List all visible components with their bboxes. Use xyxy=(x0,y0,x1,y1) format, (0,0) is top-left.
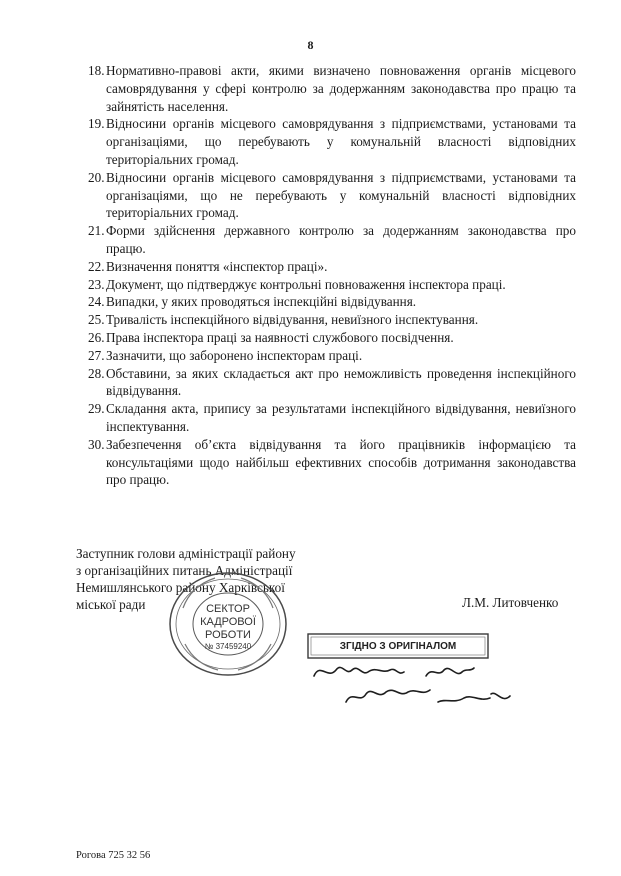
stamp-code: № 37459240 xyxy=(204,642,252,651)
list-item-text: Права інспектора праці за наявності службового посвідчення. xyxy=(106,329,454,345)
signatory-name: Л.М. Литовченко xyxy=(462,595,559,610)
list-item xyxy=(88,169,576,222)
signatory-position-line: Немишлянського району Харківської xyxy=(76,580,285,595)
list-item xyxy=(88,62,576,115)
list-item xyxy=(88,365,576,401)
list-item-text: Документ, що підтверджує контрольні повноваження інспектора праці. xyxy=(106,276,506,292)
footer-phone: Рогова 725 32 56 xyxy=(76,850,151,861)
stamp-text: СЕКТОР xyxy=(206,603,250,615)
signatory-position-line: Заступник голови адміністрації району xyxy=(76,546,296,561)
list-item-number: 19. xyxy=(88,116,105,132)
signatory-position-line: міської ради xyxy=(76,597,146,612)
list-item-number: 25. xyxy=(88,312,105,328)
list-item xyxy=(88,400,576,436)
official-round-stamp xyxy=(163,568,293,680)
list-item-number: 22. xyxy=(88,258,105,274)
certified-copy-text: ЗГІДНО З ОРИГІНАЛОМ xyxy=(339,641,457,652)
list-item-number: 24. xyxy=(88,294,105,310)
list-item-text: Відносини органів місцевого самоврядування з підприємствами, установами та організаціями, що не перебувають у комунальній власності відповідних територіальних громад. xyxy=(106,169,576,221)
list-item-number: 29. xyxy=(88,401,105,417)
list-item xyxy=(88,276,576,294)
list-item-text: Нормативно-правові акти, якими визначено повноваження органів місцевого самоврядування у сфері контролю за додержанням законодавства про працю та зайнятість населення. xyxy=(106,63,576,114)
list-item-number: 28. xyxy=(88,365,105,381)
list-item-text: Складання акта, припису за результатами інспекційного відвідування, невиїзного інспектування. xyxy=(106,401,576,434)
list-item-text: Обставини, за яких складається акт про неможливість проведення інспекційного відвідування. xyxy=(106,365,576,399)
list-item xyxy=(88,258,576,276)
list-item-number: 21. xyxy=(88,223,105,239)
handwritten-signature xyxy=(314,667,510,702)
list-item-text: Тривалість інспекційного відвідування, невиїзного інспектування. xyxy=(106,312,479,328)
list-item-number: 23. xyxy=(88,276,105,292)
list-item-text: Визначення поняття «інспектор праці». xyxy=(106,258,328,274)
list-item-text: Забезпечення об’єкта відвідування та його працівників інформацією та консультаціями щодо найбільш ефективних способів дотримання законодавства про працю. xyxy=(106,436,576,488)
list-item xyxy=(88,222,576,258)
signatory-position-line: з організаційних питань Адміністрації xyxy=(76,563,293,578)
list-item xyxy=(88,329,576,347)
list-item-text: Відносини органів місцевого самоврядування з підприємствами, установами та організаціями, що перебувають у комунальній власності відповідних територіальних громад. xyxy=(106,116,576,167)
list-item-text: Випадки, у яких проводяться інспекційні відвідування. xyxy=(106,294,417,310)
list-item-number: 26. xyxy=(88,329,105,345)
list-item xyxy=(88,115,576,168)
list-item-number: 20. xyxy=(88,169,105,185)
list-item-text: Форми здійснення державного контролю за додержанням законодавства про працю. xyxy=(106,223,576,256)
list-item-number: 18. xyxy=(88,63,105,78)
list-item xyxy=(88,436,576,489)
certified-copy-stamp xyxy=(306,632,516,718)
list-item xyxy=(88,347,576,365)
list-item-number: 27. xyxy=(88,347,105,363)
list-item xyxy=(88,293,576,311)
list-item-number: 30. xyxy=(88,436,105,452)
stamp-text: КАДРОВОЇ xyxy=(200,616,256,628)
questions-list xyxy=(88,62,576,489)
list-item-text: Зазначити, що заборонено інспекторам праці. xyxy=(106,347,363,363)
list-item xyxy=(88,311,576,329)
stamp-text: РОБОТИ xyxy=(205,629,251,641)
page-number: 8 xyxy=(307,38,314,52)
